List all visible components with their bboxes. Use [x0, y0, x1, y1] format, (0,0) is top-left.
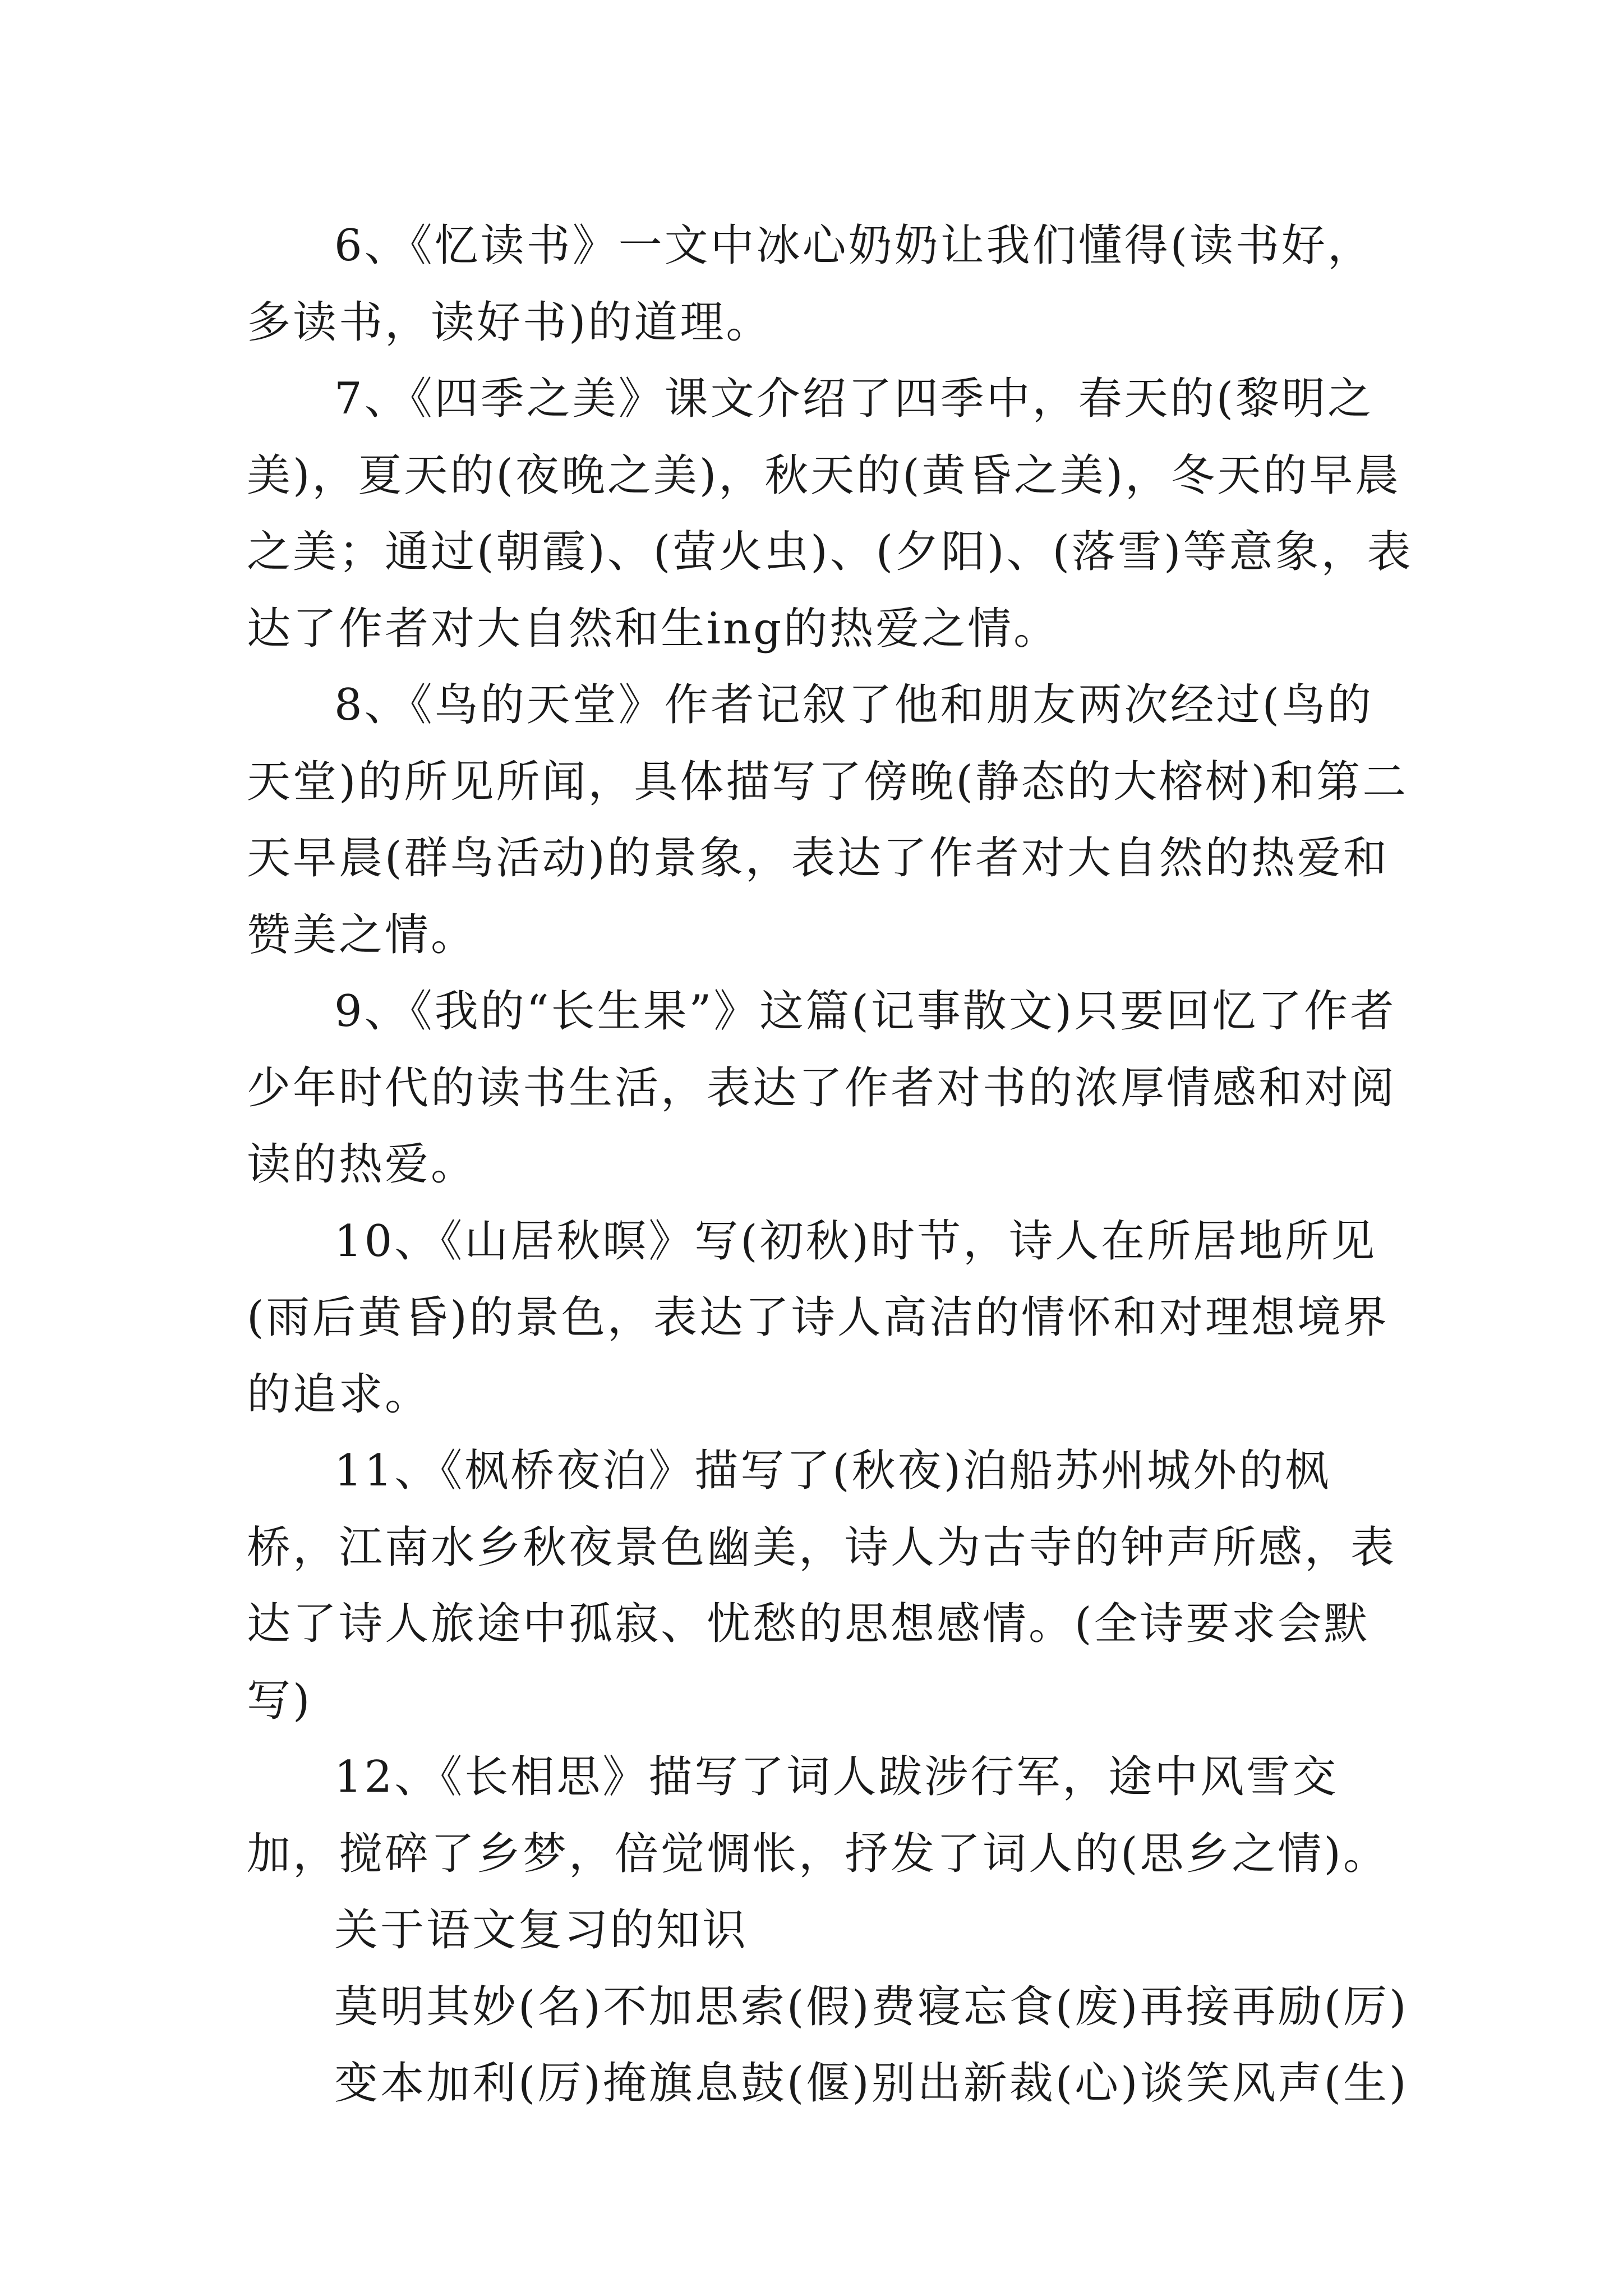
paragraph-item-11: 11、《枫桥夜泊》描写了(秋夜)泊船苏州城外的枫桥，江南水乡秋夜景色幽美，诗人为古寺的钟声所感，表达了诗人旅途中孤寂、忧愁的思想感情。(全诗要求会默写)	[247, 1446, 1397, 1726]
paragraph-item-12: 12、《长相思》描写了词人跋涉行军，途中风雪交加，搅碎了乡梦，倍觉惆怅，抒发了词人的(思乡之情)。	[247, 1752, 1389, 1879]
paragraph-item-10: 10、《山居秋暝》写(初秋)时节，诗人在所居地所见(雨后黄昏)的景色，表达了诗人高洁的情怀和对理想境界的追求。	[247, 1216, 1389, 1420]
idiom-line-1: 莫明其妙(名)不加思索(假)费寝忘食(废)再接再励(厉)	[334, 1981, 1409, 2032]
paragraph-item-6: 6、《忆读书》一文中冰心奶奶让我们懂得(读书好，多读书，读好书)的道理。	[247, 220, 1374, 348]
document-body	[247, 208, 1419, 2122]
idiom-line-2: 变本加利(厉)掩旗息鼓(偃)别出新裁(心)谈笑风声(生)	[334, 2058, 1409, 2109]
paragraph-item-7: 7、《四季之美》课文介绍了四季中，春天的(黎明之美)，夏天的(夜晚之美)，秋天的(黄昏之美)，冬天的早晨之美；通过(朝霞)、(萤火虫)、(夕阳)、(落雪)等意象，表达了作者对大自然和生ing的热爱之情。	[247, 374, 1413, 654]
paragraph-item-9: 9、《我的“长生果”》这篇(记事散文)只要回忆了作者少年时代的读书生活，表达了作者对书的浓厚情感和对阅读的热爱。	[247, 986, 1397, 1190]
paragraph-item-8: 8、《鸟的天堂》作者记叙了他和朋友两次经过(鸟的天堂)的所见所闻，具体描写了傍晚(静态的大榕树)和第二天早晨(群鸟活动)的景象，表达了作者对大自然的热爱和赞美之情。	[247, 680, 1409, 960]
section-heading: 关于语文复习的知识	[334, 1905, 749, 1955]
